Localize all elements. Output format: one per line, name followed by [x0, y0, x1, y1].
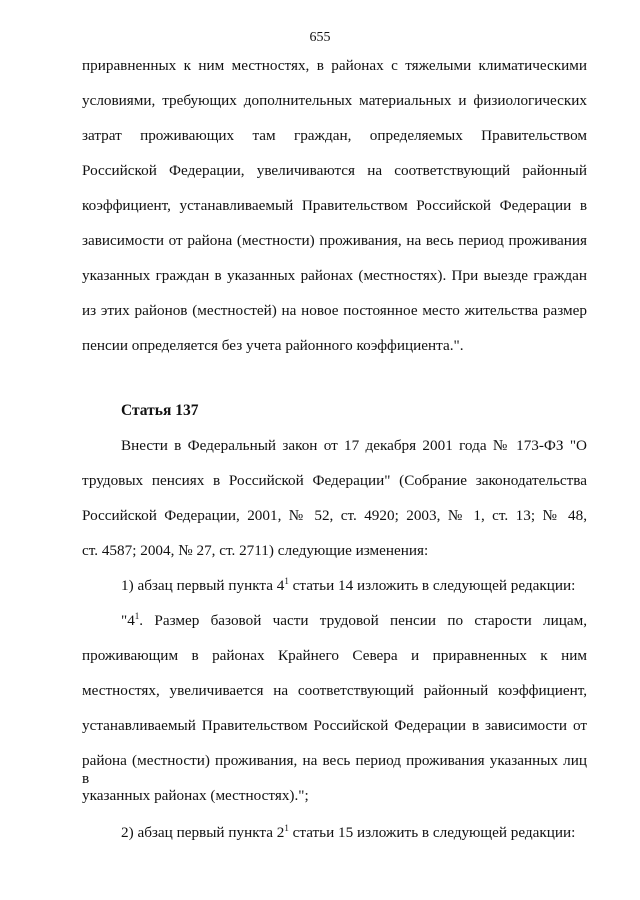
quote-line: проживающим в районах Крайнего Севера и приравненных к ним: [82, 647, 587, 664]
quote-first-line: [121, 612, 587, 630]
list-item-1: [121, 577, 575, 595]
item-text: статьи 15 изложить в следующей редакции:: [288, 824, 576, 841]
paragraph-line: из этих районов (местностей) на новое постоянное место жительства размер: [82, 302, 587, 319]
paragraph-line: условиями, требующих дополнительных материальных и физиологических: [82, 92, 587, 109]
paragraph-line: Российской Федерации, 2001, № 52, ст. 4920; 2003, № 1, ст. 13; № 48,: [82, 507, 587, 524]
item-text: статьи 14 изложить в следующей редакции:: [288, 577, 576, 594]
paragraph-line: затрат проживающих там граждан, определяемых Правительством: [82, 127, 587, 144]
quote-line: местностях, увеличивается на соответствующий районный коэффициент,: [82, 682, 587, 699]
superscript: 1: [284, 576, 289, 586]
quote-line: указанных районах (местностях).";: [82, 787, 309, 804]
quote-line: устанавливаемый Правительством Российской Федерации в зависимости от: [82, 717, 587, 734]
list-item-2: [121, 824, 575, 842]
quote-text: . Размер базовой части трудовой пенсии по старости лицам,: [139, 612, 587, 629]
paragraph-line: коэффициент, устанавливаемый Правительством Российской Федерации в: [82, 197, 587, 214]
item-text: 2) абзац первый пункта 2: [121, 824, 285, 841]
article-heading: Статья 137: [121, 402, 199, 419]
superscript: 1: [134, 611, 140, 621]
paragraph-line: трудовых пенсиях в Российской Федерации" (Собрание законодательства: [82, 472, 587, 489]
item-text: 1) абзац первый пункта 4: [121, 577, 285, 594]
paragraph-line: пенсии определяется без учета районного коэффициента.".: [82, 337, 464, 354]
paragraph-line: Российской Федерации, увеличиваются на соответствующий районный: [82, 162, 587, 179]
paragraph-line: приравненных к ним местностях, в районах с тяжелыми климатическими: [82, 57, 587, 74]
paragraph-line: ст. 4587; 2004, № 27, ст. 2711) следующие изменения:: [82, 542, 429, 559]
page-number: 655: [309, 30, 331, 45]
paragraph-line: Внести в Федеральный закон от 17 декабря 2001 года № 173-ФЗ "О: [121, 437, 587, 454]
superscript: 1: [284, 823, 289, 833]
quote-text: "4: [121, 612, 135, 629]
paragraph-line: зависимости от района (местности) проживания, на весь период проживания: [82, 232, 587, 249]
quote-line: района (местности) проживания, на весь период проживания указанных лиц в: [82, 752, 587, 787]
paragraph-line: указанных граждан в указанных районах (местностях). При выезде граждан: [82, 267, 587, 284]
